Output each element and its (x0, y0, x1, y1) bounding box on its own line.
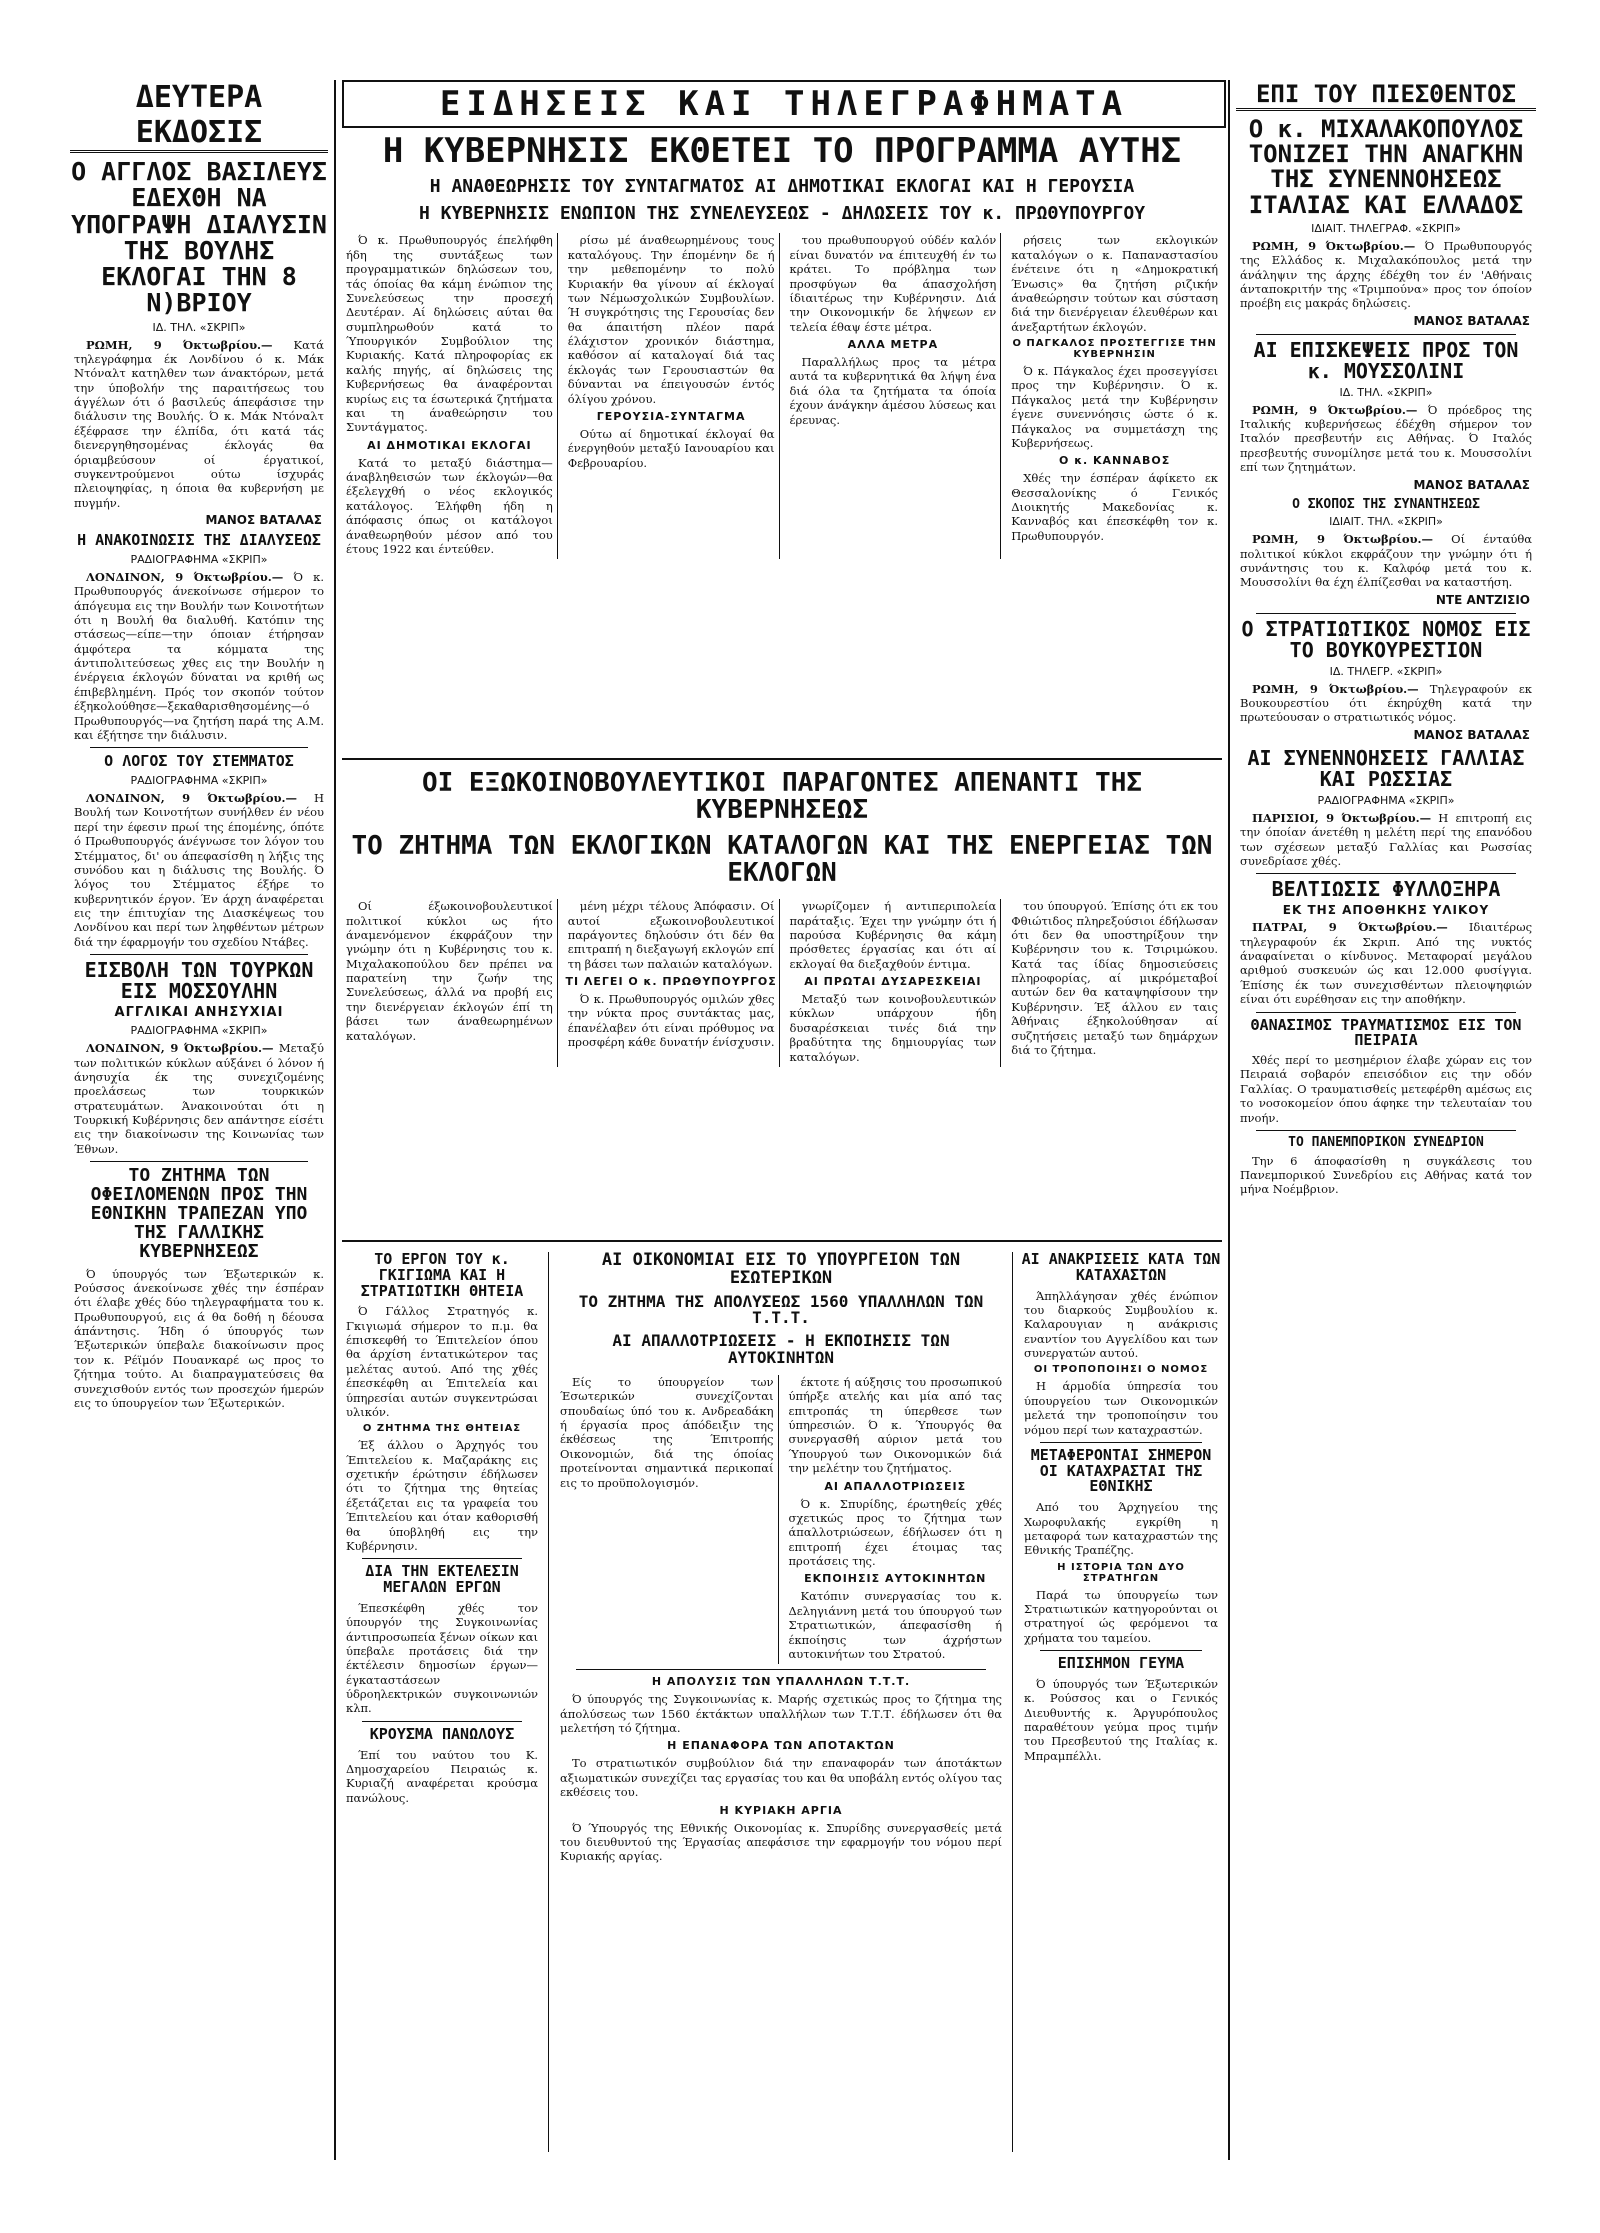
article-body (74, 791, 324, 949)
signature: ΝΤΕ ΑΝΤΖΙΣΙΟ (1435, 592, 1530, 607)
sub-headline: ΤΙ ΛΕΓΕΙ Ο κ. ΠΡΩΘΥΠΟΥΡΓΟΣ (565, 975, 777, 989)
sub-headline: Η ΕΠΑΝΑΦΟΡΑ ΤΩΝ ΑΠΟΤΑΚΤΩΝ (667, 1739, 895, 1753)
center-band-story (342, 770, 1222, 1330)
signature: ΜΑΝΟΣ ΒΑΤΑΛΑΣ (1413, 727, 1530, 742)
sub-headline: Ο ΖΗΤΗΜΑ ΤΗΣ ΘΗΤΕΙΑΣ (362, 1423, 522, 1435)
divider (1256, 1130, 1516, 1131)
source-line: ΡΑΔΙΟΓΡΑΦΗΜΑ «ΣΚΡΙΠ» (130, 774, 268, 787)
article-text: Χθές περί το μεσημέριον έλαβε χώραν εις τον Πειραιά σοβαρόν επεισόδιον εις την οδόν Γαλλίας. Ο τραυματισθείς μετεφέρθη αμέσως εις το νοσοκομείον όπου άφηκε την τελευταίαν του πνοήν. (1240, 1053, 1532, 1125)
newspaper-page (70, 80, 1540, 2160)
article-text: γνωρίζομεν ή αντιπεριπολεία παράταξις. Έχει την γνώμην ότι ή παρούσα Κυβέρνησις θα κάμη πρόσθετες έργασίας και ότι αί εκλογαί θα διεξαχθούν έντιμα. (789, 899, 997, 971)
article-text: Ό Πρωθυπουργός της Ελλάδος κ. Μιχαλακόπουλος μετά την άνάληψιν της άρχης έδέχθη τον έν 'Αθήναις άνταποκριτήν της «Τριμπούνα» προς τον όποίον προέβη εις μακράς δηλώσεις. (1240, 238, 1533, 311)
article-text: ρίσω μέ άναθεωρημένους τους καταλόγους. Την έπομένην δε ή την μεθεπομένην το πολύ Κυριακήν θα γίνουν αί έκλογαί των Νέμωσχολικών Συμβουλίων. Ή συγκρότησις της Γερουσίας δεν θα άπαιτήση πλέον παρά έλάχιστον χρονικόν διάστημα, καθόσον αί καταλογαί διά τας έκλογάς των Γερουσιαστών θα δύνανται να έπειγουσών έντός όλίγου χρόνου. (567, 233, 775, 406)
sub-headline: ΟΙ ΤΡΟΠΟΠΟΙΗΣΙ Ο ΝΟΜΟΣ (1033, 1364, 1209, 1376)
article-text: μένη μέχρι τέλους Άπόφασιν. Οί αυτοί εξωκοινοβουλευτικοί παράγοντες δηλούσιν ότι δέν θα επιτραπή η διεξαγωγή εκλογών επί τη βάσει των παλαιών καταλόγων. (567, 899, 775, 971)
article-text: Ό πρόεδρος της Ιταλικής κυβερνήσεως έδέχθη σήμερον τον Ιταλόν πρεσβευτήν εις Αθήνας. Ό Ιταλός πρεσβευτής συνομίλησε μετά του κ. Μουσσολίνι επί των ζητημάτων. (1240, 402, 1532, 475)
lead-headline-left: Ο ΑΓΓΛΟΣ ΒΑΣΙΛΕΥΣ ΕΔΕΧΘΗ ΝΑ ΥΠΟΓΡΑΨΗ ΔΙΑΛΥΣΙΝ ΤΗΣ ΒΟΥΛΗΣ ΕΚΛΟΓΑΙ ΤΗΝ 8 Ν)ΒΡΙΟΥ (71, 157, 327, 318)
article-body (74, 1267, 324, 1411)
article-text: Ό κ. Πάγκαλος έχει προσεγγίσει προς την Κυβέρνησιν. Ό κ. Πάγκαλος μετά την Κυβέρνησιν έγενε συνεννόησις ώστε ό κ. Πάγκαλος να συμμετάσχη της Κυβερνήσεως. (1011, 364, 1218, 450)
source-line: ΡΑΔΙΟΓΡΑΦΗΜΑ «ΣΚΡΙΠ» (1317, 793, 1455, 807)
article-headline: Ο ΣΤΡΑΤΙΩΤΙΚΟΣ ΝΟΜΟΣ ΕΙΣ ΤΟ ΒΟΥΚΟΥΡΕΣΤΙΟΝ (1241, 616, 1531, 662)
article-text: Ό κ. Πρωθυπουργός άνεκοίνωσε σήμερον το άπόγευμα εις την Βουλήν των Κοινοτήτων ότι η Βουλή θα διαλυθή. Κατόπιν της στάσεως—είπε—την όποιαν έτήρησαν άμφότερα τα κόμματα της άντιπολιτεύσεως χθες εις την Βουλήν η ένέργεια έκλογών δύναται να κριθή ως έπιβεβλημένη. Πρός τον σκοπόν τούτον έξηκολούθησε—ξεκαθαρισθησομένης—ό Πρωθυπουργός—να ζητήση παρά της Α.Μ. και έξήτησε την διάλυσιν. (74, 569, 325, 742)
lower-left-stories (342, 1252, 542, 2152)
article-headline: ΒΕΛΤΙΩΣΙΣ ΦΥΛΛΟΞΗΡΑ (1271, 877, 1501, 902)
article-text: Ό κ. Σπυρίδης, έρωτηθείς χθές σχετικώς προς το ζήτημα των άπαλλοτριώσεων, έδήλωσεν ότι η επιτροπή έχει έτοιμας τας προτάσεις της. (788, 1496, 1002, 1568)
article-text: Ό Ύπουργός της Εθνικής Οικονομίας κ. Σπυρίδης συνεργασθείς μετά του διευθυντού της Έργασίας απεφάσισε την εφαρμογήν του νόμου περί Κυριακής αργίας. (560, 1820, 1002, 1864)
sub-headline: ΑΙ ΔΗΜΟΤΙΚΑΙ ΕΚΛΟΓΑΙ (367, 438, 532, 452)
article-text: Κατά το μεταξύ διάστημα—άναβληθεισών των έκλογών—θα έξελεγχθή ο νέος εκλογικός κατάλογος. Έλήφθη ήδη η άπόφασις όπως οι κατάλογοι άναθεωρηθούν μέσον από του έτους 1922 και έντεύθεν. (346, 455, 553, 556)
dateline: ΠΑΡΙΣΙΟΙ, 9 Όκτωβρίου.— (1252, 810, 1432, 825)
article-text: Ό κ. Πρωθυπουργός έπελήφθη ήδη της συντάξεως των προγραμματικών δηλώσεων του, τάς όποίας θα κάμη ένώπιον της Συνελεύσεως την προσεχή Δευτέραν. Αί δηλώσεις αύται θα συμπληρωθούν κατά το Ύπουργικόν Συμβούλιον της Κυριακής. Κατά πληροφορίας εκ καλής πηγής, αί δηλώσεις της Κυβερνήσεως θα άναφέρονται κυρίως εις τα έσωτερικά ζητήματα και τη άναθεώρησιν του Συντάγματος. (346, 233, 553, 435)
source-line: ΙΔΙΑΙΤ. ΤΗΛ. «ΣΚΡΙΠ» (1329, 515, 1443, 529)
masthead-title: ΕΙΔΗΣΕΙΣ ΚΑΙ ΤΗΛΕΓΡΑΦΗΜΑΤΑ (439, 84, 1129, 124)
section-divider (342, 758, 1222, 760)
article-text: Παραλλήλως προς τα μέτρα αυτά τα κυβερνητικά θα λήψη ένα διά όλα τα ζητήματα τα όποία έχουν άνάγκην άμέσου λύσεως και έρευνας. (789, 355, 997, 427)
article-text: Την 6 άποφασίσθη η συγκάλεσις του Πανεμπορικού Συνεδρίου εις Αθήνας κατά τον μήνα Νοέμβριον. (1240, 1153, 1532, 1197)
article-headline: ΜΕΤΑΦΕΡΟΝΤΑΙ ΣΗΜΕΡΟΝ ΟΙ ΚΑΤΑΧΡΑΣΤΑΙ ΤΗΣ ΕΘΝΙΚΗΣ (1030, 1445, 1212, 1496)
source-line: ΙΔ. ΤΗΛΕΓΡ. «ΣΚΡΙΠ» (1329, 664, 1443, 678)
right-column (1236, 80, 1536, 2160)
article-body (74, 338, 324, 511)
divider (90, 747, 308, 748)
article-text: Οί έξωκοινοβουλευτικοί πολιτικοί κύκλοι ως ήτο άναμενόμενον έκφράζουν την γνώμην ότι η Κυβέρνησις του κ. Μιχαλακοπούλου δεν πρέπει να παρατείνη την ζωήν της Συνελεύσεως, άλλά να προβή εις την διενέργειαν έκλογών έπί τη βάσει των άναθεωρημένων καταλόγων. (346, 899, 553, 1043)
article-body (74, 570, 324, 743)
source-line: ΙΔΙΑΙΤ. ΤΗΛΕΓΡΑΦ. «ΣΚΡΙΠ» (1311, 221, 1461, 235)
main-deck: Η ΑΝΑΘΕΩΡΗΣΙΣ ΤΟΥ ΣΥΝΤΑΓΜΑΤΟΣ ΑΙ ΔΗΜΟΤΙΚΑΙ ΕΚΛΟΓΑΙ ΚΑΙ Η ΓΕΡΟΥΣΙΑ (429, 175, 1135, 197)
dateline: ΡΩΜΗ, 9 Όκτωβρίου.— (1252, 532, 1433, 547)
divider (90, 1161, 308, 1162)
main-column-4 (1007, 233, 1222, 559)
article-text: ρήσεις των εκλογικών καταλόγων ο κ. Παπαναστασίου ένέτεινε ότι η «Δημοκρατική Ένωσις» θα ζητήση ριζικήν άναθεώρησιν τούτων και σύσταση διά την διενέργειαν έλευθέρων και άνεξαρτήτων έκλογών. (1011, 233, 1218, 334)
sub-headline: ΑΛΛΑ ΜΕΤΡΑ (847, 338, 939, 352)
lower-center-col-1 (556, 1375, 779, 1664)
article-text: του ύπουργού. Έπίσης ότι εκ του Φθιώτιδος πληρεξούσιοι έδήλωσαν ότι δεν θα υποστηρίξουν την Κυβέρνησιν του κ. Τσιριμώκου. Κατά τας ίδίας δημοσιεύσεις πληροφορίας, αί μικρόμεταβοί αυτών δεν θα καταψηφίσουν την Κυβέρνησιν. Έξ άλλου εν ταις Άθήναις έξηκολούθησαν αί συζητήσεις μεταξύ των δημάρχων διά το ζήτημα. (1011, 899, 1218, 1057)
article-text: Έξ άλλου ο Άρχηγός του Έπιτελείου κ. Μαζαράκης εις σχετικήν έρώτησιν έδήλωσεν ότι το ζήτημα της θητείας έξετάζεται εις τα γραφεία του Έπιτελείου και όταν καθορισθή θα ύποβληθή εις την Κυβέρνησιν. (346, 1438, 538, 1553)
main-column-2 (564, 233, 780, 559)
article-headline: ΑΙ ΑΝΑΚΡΙΣΕΙΣ ΚΑΤΑ ΤΩΝ ΚΑΤΑΧΑΣΤΩΝ (1021, 1252, 1221, 1284)
signature: ΜΑΝΟΣ ΒΑΤΑΛΑΣ (1413, 313, 1530, 328)
source-line: ΙΔ. ΤΗΛ. «ΣΚΡΙΠ» (152, 320, 246, 334)
article-text: Κατόπιν συνεργασίας του κ. Δεληγιάννη μετά του ύπουργού των Στρατιωτικών, άπεφασίσθη ή έκποίησις των άχρήστων αυτοκινήτων του Στρατού. (788, 1589, 1002, 1661)
article-text: Άπηλλάγησαν χθές ένώπιον του διαρκούς Συμβουλίου κ. Καλαρουγιαν η ανάκρισις εναντίον του Αγγελίδου και των συνεργατών αυτού. (1024, 1288, 1218, 1360)
band-column-3 (786, 899, 1002, 1067)
article-headline: Ο ΣΚΟΠΟΣ ΤΗΣ ΣΥΝΑΝΤΗΣΕΩΣ (1292, 496, 1480, 512)
dateline: ΡΩΜΗ, 9 Όκτωβρίου.— (1252, 238, 1416, 253)
divider (1040, 1650, 1202, 1651)
article-text: Οί ένταύθα πολιτικοί κύκλοι εκφράζουν την γνώμην ότι ή συνάντησις του κ. Καλφόφ μετά του κ. Μουσσολίνι θα έχη έλπίζεσθαι να καταστήση. (1240, 532, 1533, 590)
sub-headline: ΑΙ ΠΡΩΤΑΙ ΔΥΣΑΡΕΣΚΕΙΑΙ (804, 975, 982, 989)
kicker-title: ΕΠΙ ΤΟΥ ΠΙΕΣΘΕΝΤΟΣ (1255, 80, 1517, 108)
article-text: Η Βουλή των Κοινοτήτων συνήλθεν έν νέου περί την έφεσιν πρωί της έπομένης, όπότε ό Πρωθυπουργός άνέγνωσε τον λόγον του Στέμματος, δι' ου άπεφασίσθη η λήξις της συνόδου και η διάλυσις της Βουλής. Ό λόγος του Στέμματος έξήρε το κυβερνητικόν έργον. Έν άρχη άναφέρεται εις την έπιτυχίαν της Διασκέψεως του Λονδίνου και περί των ληφθέντων μέτρων διά την έφαρμογήν του σχεδίου Ντάβες. (74, 791, 324, 949)
divider (1040, 1442, 1202, 1443)
sub-headline: ΑΙ ΑΠΑΛΛΟΤΡΙΩΣΕΙΣ (824, 1479, 967, 1493)
article-headline: ΔΙΑ ΤΗΝ ΕΚΤΕΛΕΣΙΝ ΜΕΓΑΛΩΝ ΕΡΓΩΝ (365, 1562, 519, 1596)
article-headline: Ο ΛΟΓΟΣ ΤΟΥ ΣΤΕΜΜΑΤΟΣ (104, 752, 294, 771)
article-headline: Ο κ. ΜΙΧΑΛΑΚΟΠΟΥΛΟΣ ΤΟΝΙΖΕΙ ΤΗΝ ΑΝΑΓΚΗΝ ΤΗΣ ΣΥΝΕΝΝΟΗΣΕΩΣ ΙΤΑΛΙΑΣ ΚΑΙ ΕΛΛΑΔΟΣ (1248, 115, 1524, 219)
article-text: Κατά τηλεγράφημα έκ Λονδίνου ό κ. Μάκ Ντόναλτ κατηλθεν των άνακτόρων, μετά την ύποβολήν της παραιτήσεως του άγγέλων ότι ό βασιλεύς άπεφάσισε την διάλυσιν της Βουλής. Ό κ. Μάκ Ντόναλτ έξέφρασε την έλπίδα, ότι κατά τάς διενεργηθησομένας έκλογάς θα όριαμβεύσουν οί έργατικοί, συγκεντρούμενοι ούτω ίσχυράς πλειοψηφίας, η όποια θα κυβερνήση με πυγμήν. (74, 337, 324, 510)
sub-headline: Ο ΠΑΓΚΑΛΟΣ ΠΡΟΣΤΕΓΓΙΣΕ ΤΗΝ ΚΥΒΕΡΝΗΣΙΝ (1012, 338, 1217, 361)
source-line: ΡΑΔΙΟΓΡΑΦΗΜΑ «ΣΚΡΙΠ» (130, 552, 268, 566)
sub-headline: ΓΕΡΟΥΣΙΑ-ΣΥΝΤΑΓΜΑ (596, 409, 746, 423)
band-column-2 (564, 899, 780, 1067)
article-text: Ό ύπουργός των Έξωτερικών κ. Ρούσσος άνεκοίνωσε χθές την έσπέραν ότι έλαβε χθές δύο τηλεγραφήματα του κ. Πρωθυπουργού, εις ά θα δοθή η δέουσα άπάντησις. Ήδη ό ύπουργός των Έξωτερικών ύπεβαλε διακοίνωσιν προς τον κ. Ρέϊμόν Πουανκαρέ ως προς το ζήτημα τούτο. Αι διαπραγματεύσεις θα συνεχισθούν εντός των προσεχών ήμερών εις το ύπουργείον των Έξωτερικών. (74, 1266, 324, 1410)
dateline: ΠΑΤΡΑΙ, 9 Όκτωβρίου.— (1252, 920, 1448, 935)
article-text: Το στρατιωτικόν συμβούλιον διά την επαναφοράν των άποτάκτων αξιωματικών συνεχίζει τας εργασίας του και θα υποβάλη εντός ολίγου τας εκθέσεις του. (560, 1756, 1002, 1800)
article-text: Ό Γάλλος Στρατηγός κ. Γκιγιωμά σήμερον το π.μ. θα έπισκεφθή το Έπιτελείον όπου θα άρχίση έντατικώτερον τας μελέτας αυτού. Από της χθές έπεσκέφθη αι Έπιτελεία και ύπηρεσίαι αυτών συγκεντρώσαι υλικόν. (346, 1304, 538, 1419)
section-divider (342, 1240, 1222, 1242)
edition-banner (1236, 80, 1536, 111)
band-headline: ΟΙ ΕΞΩΚΟΙΝΟΒΟΥΛΕΥΤΙΚΟΙ ΠΑΡΑΓΟΝΤΕΣ ΑΠΕΝΑΝΤΙ ΤΗΣ ΚΥΒΕΡΝΗΣΕΩΣ (421, 770, 1143, 826)
dateline: ΛΟΝΔΙΝΟΝ, 9 Όκτωβρίου.— (86, 791, 297, 805)
dateline: ΛΟΝΔΙΝΟΝ, 9 Όκτωβρίου.— (86, 569, 284, 584)
lower-center-col-2 (785, 1375, 1007, 1664)
article-headline: ΚΡΟΥΣΜΑ ΠΑΝΩΛΟΥΣ (369, 1724, 515, 1743)
band-column-4 (1007, 899, 1222, 1067)
dateline: ΡΩΜΗ, 9 Όκτωβρίου.— (1252, 402, 1418, 417)
article-body (74, 1041, 324, 1156)
sub-headline: Η ΙΣΤΟΡΙΑ ΤΩΝ ΔΥΟ ΣΤΡΑΤΗΓΩΝ (1057, 1561, 1185, 1584)
article-text: Από του Άρχηγείου της Χωροφυλακής εγκρίθη η μεταφορά των καταχραστών της Εθνικής Τραπέζης. (1024, 1500, 1218, 1558)
sub-headline: Η ΑΝΑΚΟΙΝΩΣΙΣ ΤΗΣ ΔΙΑΛΥΣΕΩΣ (77, 531, 321, 549)
article-kicker: ΕΚ ΤΗΣ ΑΠΟΘΗΚΗΣ ΥΛΙΚΟΥ (1282, 903, 1490, 918)
main-column-1 (342, 233, 558, 559)
article-text: Έπεσκέφθη χθές τον ύπουργόν της Συγκοινωνίας άντιπροσωπεία ξένων οίκων και ύπεβαλε προτάσεις διά την έκτέλεσιν δημοσίων έργων—έγκαταστάσεων ύδροηλεκτρικών συγκοινωνιών κλπ. (346, 1600, 538, 1716)
article-text: Παρά τω ύπουργείω των Στρατιωτικών κατηγορούνται οι στρατηγοί ώς φερόμενοι τα χρήματα του ταμείου. (1024, 1587, 1218, 1645)
article-headline: ΤΟ ΖΗΤΗΜΑ ΤΩΝ ΟΦΕΙΛΟΜΕΝΩΝ ΠΡΟΣ ΤΗΝ ΕΘΝΙΚΗΝ ΤΡΑΠΕΖΑΝ ΥΠΟ ΤΗΣ ΓΑΛΛΙΚΗΣ ΚΥΒΕΡΝΗΣΕΩΣ (90, 1165, 308, 1262)
dateline: ΡΩΜΗ, 9 Όκτωβρίου.— (86, 337, 273, 352)
article-kicker: ΑΓΓΛΙΚΑΙ ΑΝΗΣΥΧΙΑΙ (114, 1005, 284, 1021)
main-headline: Η ΚΥΒΕΡΝΗΣΙΣ ΕΚΘΕΤΕΙ ΤΟ ΠΡΟΓΡΑΜΜΑ ΑΥΤΗΣ (382, 131, 1182, 171)
divider (1256, 613, 1516, 614)
column-rule (1012, 1252, 1013, 2152)
article-text: έκτοτε ή αύξησις του προσωπικού ύπήρξε ατελής και μία από τας επιτροπάς τη ύπερθεσε των ύπηρεσιών. Ό κ. Ύπουργός θα συνεργασθή αύριον μετά του Ύπουργού των Οικονομικών διά την μελέτην του ζητήματος. (788, 1374, 1002, 1476)
article-headline: ΤΟ ΠΑΝΕΜΠΟΡΙΚΟΝ ΣΥΝΕΔΡΙΟΝ (1288, 1134, 1484, 1150)
divider (362, 1558, 522, 1559)
edition-title: ΔΕΥΤΕΡΑ ΕΚΔΟΣΙΣ (135, 80, 263, 150)
section-masthead (342, 80, 1226, 128)
divider (1256, 334, 1516, 335)
article-headline: ΤΟ ΖΗΤΗΜΑ ΤΗΣ ΑΠΟΛΥΣΕΩΣ 1560 ΥΠΑΛΛΗΛΩΝ ΤΩΝ Τ.Τ.Τ. (578, 1291, 984, 1328)
article-text: Ό ύπουργός των Έξωτερικών κ. Ρούσσος και ο Γενικός Διευθυντής κ. Άργυρόπουλος παραθέτουν γεύμα προς τιμήν του Πρεσβευτού της Ιταλίας κ. Μπραμπέλλι. (1024, 1676, 1218, 1763)
signature: ΜΑΝΟΣ ΒΑΤΑΛΑΣ (205, 513, 322, 527)
article-text: Τηλεγραφούν εκ Βουκουρεστίου ότι έκηρύχθη κατά την πρωτεύουσαν ο στρατιωτικός νόμος. (1240, 681, 1532, 725)
article-headline: ΕΙΣΒΟΛΗ ΤΩΝ ΤΟΥΡΚΩΝ ΕΙΣ ΜΟΣΣΟΥΛΗΝ (84, 958, 314, 1004)
divider (1256, 1012, 1516, 1013)
article-text: Έπί του ναύτου του Κ. Δημοσχαρείου Πειραιώς κ. Κυριαζή αναφέρεται κρούσμα πανώλους. (346, 1747, 538, 1805)
source-line: ΙΔ. ΤΗΛ. «ΣΚΡΙΠ» (1339, 385, 1433, 399)
article-headline: ΘΑΝΑΣΙΜΟΣ ΤΡΑΥΜΑΤΙΣΜΟΣ ΕΙΣ ΤΟΝ ΠΕΙΡΑΙΑ (1250, 1015, 1522, 1050)
sub-headline: Η ΚΥΡΙΑΚΗ ΑΡΓΙΑ (719, 1803, 843, 1817)
article-headline: ΑΙ ΟΙΚΟΝΟΜΙΑΙ ΕΙΣ ΤΟ ΥΠΟΥΡΓΕΙΟΝ ΤΩΝ ΕΣΩΤΕΡΙΚΩΝ (601, 1252, 961, 1288)
article-text: Μεταξύ των κοινοβουλευτικών κύκλων υπάρχουν ήδη δυσαρέσκειαι τινές διά την βραδύτητα της δημιουργίας των καταλόγων. (789, 992, 997, 1064)
article-text: Είς το ύπουργείον των Έσωτερικών συνεχίζονται σπουδαίως ύπό του κ. Ανδρεαδάκη ή έργασία προς άπόδειξιν της έκθέσεως της Έπιτροπής Οικονομιών, διά της όποίας προτείνονται σημαντικά περικοπαί εις το προϋπολογισμόν. (560, 1374, 774, 1490)
source-line: ΡΑΔΙΟΓΡΑΦΗΜΑ «ΣΚΡΙΠ» (130, 1024, 268, 1038)
article-text: Η επιτροπή εις την όποίαν άνετέθη η μελέτη περί της επανόδου των σχέσεων μεταξύ Γαλλίας και Ρωσσίας συνεδρίασε χθές. (1240, 810, 1532, 868)
divider (576, 1669, 986, 1670)
main-column-3 (786, 233, 1002, 559)
dateline: ΛΟΝΔΙΝΟΝ, 9 Όκτωβρίου.— (86, 1041, 274, 1056)
sub-headline: Η ΑΠΟΛΥΣΙΣ ΤΩΝ ΥΠΑΛΛΗΛΩΝ Τ.Τ.Τ. (651, 1675, 911, 1689)
edition-banner (70, 80, 328, 153)
article-headline: ΑΙ ΣΥΝΕΝΝΟΗΣΕΙΣ ΓΑΛΛΙΑΣ ΚΑΙ ΡΩΣΣΙΑΣ (1247, 745, 1525, 791)
signature: ΜΑΝΟΣ ΒΑΤΑΛΑΣ (1413, 477, 1530, 492)
left-column (70, 80, 328, 2160)
main-deck: Η ΚΥΒΕΡΝΗΣΙΣ ΕΝΩΠΙΟΝ ΤΗΣ ΣΥΝΕΛΕΥΣΕΩΣ - ΔΗΛΩΣΕΙΣ ΤΟΥ κ. ΠΡΩΘΥΠΟΥΡΓΟΥ (418, 202, 1146, 224)
article-headline: ΕΠΙΣΗΜΟΝ ΓΕΥΜΑ (1057, 1654, 1185, 1673)
band-column-1 (342, 899, 558, 1067)
article-headline: ΤΟ ΕΡΓΟΝ ΤΟΥ κ. ΓΚΙΓΙΩΜΑ ΚΑΙ Η ΣΤΡΑΤΙΩΤΙΚΗ ΘΗΤΕΙΑ (360, 1252, 524, 1300)
lower-center-story (556, 1252, 1006, 2152)
article-text: Ό κ. Πρωθυπουργός ομιλών χθες την νύκτα προς συντάκτας μας, έπανέλαβεν ότι είναι πρόθυμος να προσφέρη κάθε δυνατήν ένίσχυσιν. (567, 992, 775, 1050)
divider (362, 1721, 522, 1722)
sub-headline: Ο κ. ΚΑΝΝΑΒΟΣ (1059, 454, 1171, 468)
divider (90, 954, 308, 955)
article-text: Ό ύπουργός της Συγκοινωνίας κ. Μαρής σχετικώς προς το ζήτημα της άπολύσεως των 1560 έκτάκτων υπαλλήλων των Τ.Τ.Τ. έδήλωσεν ότι θα μελετήση τό ζήτημα. (560, 1692, 1002, 1735)
article-text: Η άρμοδία ύπηρεσία του ύπουργείου των Οικονομικών μελετά την τροποποίησιν του νόμου περί των καταχραστών. (1024, 1379, 1218, 1437)
dateline: ΡΩΜΗ, 9 Όκτωβρίου.— (1252, 681, 1419, 696)
sub-headline: ΕΚΠΟΙΗΣΙΣ ΑΥΤΟΚΙΝΗΤΩΝ (804, 1572, 987, 1586)
article-text: Μεταξύ των πολιτικών κύκλων αύξάνει ό λόνον ή άνησυχία έκ της συνεχιζομένης προελάσεως των τουρκικών στρατευμάτων. Άνακοινούται ότι η Τουρκική Κυβέρνησις δεν απάντησε είσέτι εις την διακοίνωσιν της Κοινωνίας των Έθνων. (74, 1041, 324, 1156)
column-rule (1228, 80, 1230, 2160)
column-rule (548, 1252, 549, 2152)
article-headline: ΑΙ ΕΠΙΣΚΕΨΕΙΣ ΠΡΟΣ ΤΟΝ κ. ΜΟΥΣΣΟΛΙΝΙ (1253, 337, 1519, 383)
column-rule (334, 80, 336, 2160)
lower-right-stories (1020, 1252, 1222, 2152)
band-headline: ΤΟ ΖΗΤΗΜΑ ΤΩΝ ΕΚΛΟΓΙΚΩΝ ΚΑΤΑΛΟΓΩΝ ΚΑΙ ΤΗΣ ΕΝΕΡΓΕΙΑΣ ΤΩΝ ΕΚΛΟΓΩΝ (351, 830, 1213, 888)
divider (1256, 873, 1516, 874)
article-text: Ούτω αί δημοτικαί έκλογαί θα ένεργηθούν μεταξύ Ιανουαρίου και Φεβρουαρίου. (567, 426, 775, 470)
article-headline: ΑΙ ΑΠΑΛΛΟΤΡΙΩΣΕΙΣ - Η ΕΚΠΟΙΗΣΙΣ ΤΩΝ ΑΥΤΟΚΙΝΗΤΩΝ (612, 1331, 950, 1368)
article-text: του πρωθυπουργού ούδέν καλόν είναι δυνατόν να έπιτευχθή έν τω κράτει. Το πρόβλημα των προσφύγων θα άπασχολήση ίδιαιτέρως την Κυβέρνησιν. Διά την Οικονομικήν δε λήψεων εν τελεία έθαψ έστε μέτρα. (789, 233, 997, 334)
article-text: Χθές την έσπέραν άφίκετο εκ Θεσσαλονίκης ό Γενικός Διοικητής Μακεδονίας κ. Κανναβός και έπεσκέφθη τον κ. Πρωθυπουργόν. (1011, 471, 1218, 543)
article-text: Ιδιαιτέρως τηλεγραφούν έκ Σκριπ. Από της νυκτός άναφαίνεται ο κίνδυνος. Μεταφοραί μεγάλου αριθμού συσκευών ώς και 12.000 φυσίγγια. Έπίσης έκ των συνεχισθέντων πλειοψηφιών είναι ότι ευρέθησαν εις την αποθήκην. (1240, 920, 1533, 1007)
